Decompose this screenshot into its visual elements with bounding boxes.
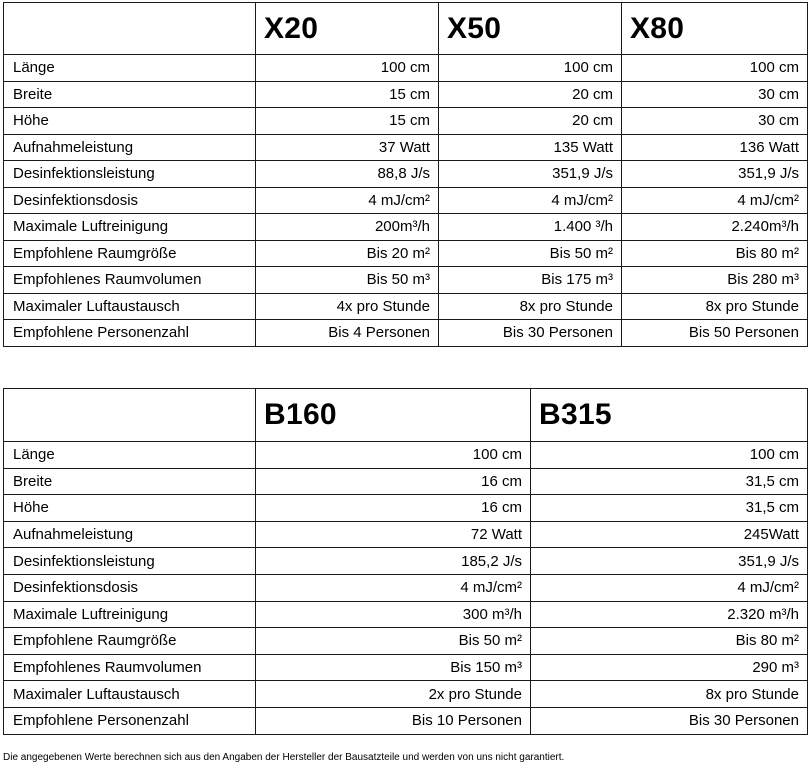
cell-value: 100 cm bbox=[256, 55, 439, 82]
row-label: Breite bbox=[4, 468, 256, 495]
row-label: Aufnahmeleistung bbox=[4, 521, 256, 548]
row-label: Maximale Luftreinigung bbox=[4, 601, 256, 628]
header-empty-cell bbox=[4, 3, 256, 55]
row-label: Empfohlene Raumgröße bbox=[4, 628, 256, 655]
cell-value: 8x pro Stunde bbox=[622, 293, 808, 320]
cell-value: 100 cm bbox=[531, 442, 808, 469]
cell-value: 351,9 J/s bbox=[531, 548, 808, 575]
cell-value: 135 Watt bbox=[439, 134, 622, 161]
table-row bbox=[4, 240, 808, 267]
row-label: Maximale Luftreinigung bbox=[4, 214, 256, 241]
table-header-row bbox=[4, 3, 808, 55]
cell-value: Bis 10 Personen bbox=[256, 707, 531, 734]
cell-value: 2.320 m³/h bbox=[531, 601, 808, 628]
cell-value: 1.400 ³/h bbox=[439, 214, 622, 241]
table-row bbox=[4, 293, 808, 320]
cell-value: 31,5 cm bbox=[531, 495, 808, 522]
row-label: Desinfektionsleistung bbox=[4, 548, 256, 575]
row-label: Länge bbox=[4, 55, 256, 82]
cell-value: Bis 4 Personen bbox=[256, 320, 439, 347]
table-row bbox=[4, 681, 808, 708]
cell-value: Bis 50 m² bbox=[256, 628, 531, 655]
cell-value: 100 cm bbox=[439, 55, 622, 82]
table-row bbox=[4, 108, 808, 135]
cell-value: 136 Watt bbox=[622, 134, 808, 161]
table-row bbox=[4, 654, 808, 681]
cell-value: Bis 20 m² bbox=[256, 240, 439, 267]
table-row bbox=[4, 628, 808, 655]
table-row bbox=[4, 214, 808, 241]
spec-table-x-series bbox=[3, 2, 808, 347]
table-row bbox=[4, 187, 808, 214]
cell-value: 4x pro Stunde bbox=[256, 293, 439, 320]
table-header-row bbox=[4, 389, 808, 442]
row-label: Empfohlene Personenzahl bbox=[4, 707, 256, 734]
cell-value: Bis 280 m³ bbox=[622, 267, 808, 294]
row-label: Aufnahmeleistung bbox=[4, 134, 256, 161]
cell-value: 30 cm bbox=[622, 81, 808, 108]
cell-value: Bis 30 Personen bbox=[439, 320, 622, 347]
table-row bbox=[4, 468, 808, 495]
table-row bbox=[4, 495, 808, 522]
header-empty-cell bbox=[4, 389, 256, 442]
row-label: Desinfektionsdosis bbox=[4, 187, 256, 214]
cell-value: 2x pro Stunde bbox=[256, 681, 531, 708]
table-row bbox=[4, 134, 808, 161]
cell-value: 20 cm bbox=[439, 108, 622, 135]
cell-value: 8x pro Stunde bbox=[531, 681, 808, 708]
cell-value: Bis 50 Personen bbox=[622, 320, 808, 347]
table-row bbox=[4, 320, 808, 347]
cell-value: 245Watt bbox=[531, 521, 808, 548]
cell-value: 4 mJ/cm² bbox=[531, 574, 808, 601]
cell-value: Bis 30 Personen bbox=[531, 707, 808, 734]
table-row bbox=[4, 55, 808, 82]
row-label: Empfohlene Raumgröße bbox=[4, 240, 256, 267]
table-row bbox=[4, 574, 808, 601]
table-row bbox=[4, 521, 808, 548]
row-label: Desinfektionsdosis bbox=[4, 574, 256, 601]
cell-value: Bis 50 m³ bbox=[256, 267, 439, 294]
cell-value: 2.240m³/h bbox=[622, 214, 808, 241]
cell-value: 290 m³ bbox=[531, 654, 808, 681]
table-row bbox=[4, 161, 808, 188]
cell-value: Bis 150 m³ bbox=[256, 654, 531, 681]
cell-value: 8x pro Stunde bbox=[439, 293, 622, 320]
model-header: B315 bbox=[531, 389, 808, 442]
row-label: Länge bbox=[4, 442, 256, 469]
row-label: Empfohlene Personenzahl bbox=[4, 320, 256, 347]
cell-value: 15 cm bbox=[256, 108, 439, 135]
cell-value: 100 cm bbox=[256, 442, 531, 469]
cell-value: 100 cm bbox=[622, 55, 808, 82]
cell-value: 4 mJ/cm² bbox=[256, 187, 439, 214]
row-label: Maximaler Luftaustausch bbox=[4, 681, 256, 708]
table-row bbox=[4, 81, 808, 108]
row-label: Höhe bbox=[4, 108, 256, 135]
row-label: Maximaler Luftaustausch bbox=[4, 293, 256, 320]
cell-value: 4 mJ/cm² bbox=[256, 574, 531, 601]
row-label: Desinfektionsleistung bbox=[4, 161, 256, 188]
table-row bbox=[4, 548, 808, 575]
cell-value: 15 cm bbox=[256, 81, 439, 108]
table-row bbox=[4, 601, 808, 628]
model-header: X20 bbox=[256, 3, 439, 55]
cell-value: 4 mJ/cm² bbox=[439, 187, 622, 214]
cell-value: Bis 175 m³ bbox=[439, 267, 622, 294]
row-label: Empfohlenes Raumvolumen bbox=[4, 654, 256, 681]
table-row bbox=[4, 707, 808, 734]
cell-value: 16 cm bbox=[256, 495, 531, 522]
model-header: X80 bbox=[622, 3, 808, 55]
model-header: X50 bbox=[439, 3, 622, 55]
cell-value: 185,2 J/s bbox=[256, 548, 531, 575]
cell-value: 351,9 J/s bbox=[622, 161, 808, 188]
cell-value: 4 mJ/cm² bbox=[622, 187, 808, 214]
table-row bbox=[4, 267, 808, 294]
cell-value: Bis 80 m² bbox=[531, 628, 808, 655]
cell-value: 200m³/h bbox=[256, 214, 439, 241]
cell-value: 72 Watt bbox=[256, 521, 531, 548]
row-label: Breite bbox=[4, 81, 256, 108]
row-label: Empfohlenes Raumvolumen bbox=[4, 267, 256, 294]
cell-value: 88,8 J/s bbox=[256, 161, 439, 188]
cell-value: Bis 80 m² bbox=[622, 240, 808, 267]
spec-table-b-series bbox=[3, 388, 808, 735]
cell-value: 351,9 J/s bbox=[439, 161, 622, 188]
model-header: B160 bbox=[256, 389, 531, 442]
cell-value: 30 cm bbox=[622, 108, 808, 135]
table-row bbox=[4, 442, 808, 469]
cell-value: 300 m³/h bbox=[256, 601, 531, 628]
cell-value: Bis 50 m² bbox=[439, 240, 622, 267]
cell-value: 16 cm bbox=[256, 468, 531, 495]
cell-value: 37 Watt bbox=[256, 134, 439, 161]
cell-value: 31,5 cm bbox=[531, 468, 808, 495]
disclaimer-footnote: Die angegebenen Werte berechnen sich aus den Angaben der Hersteller der Bausatzteile und werden von uns nicht garantiert. bbox=[3, 752, 565, 763]
row-label: Höhe bbox=[4, 495, 256, 522]
cell-value: 20 cm bbox=[439, 81, 622, 108]
